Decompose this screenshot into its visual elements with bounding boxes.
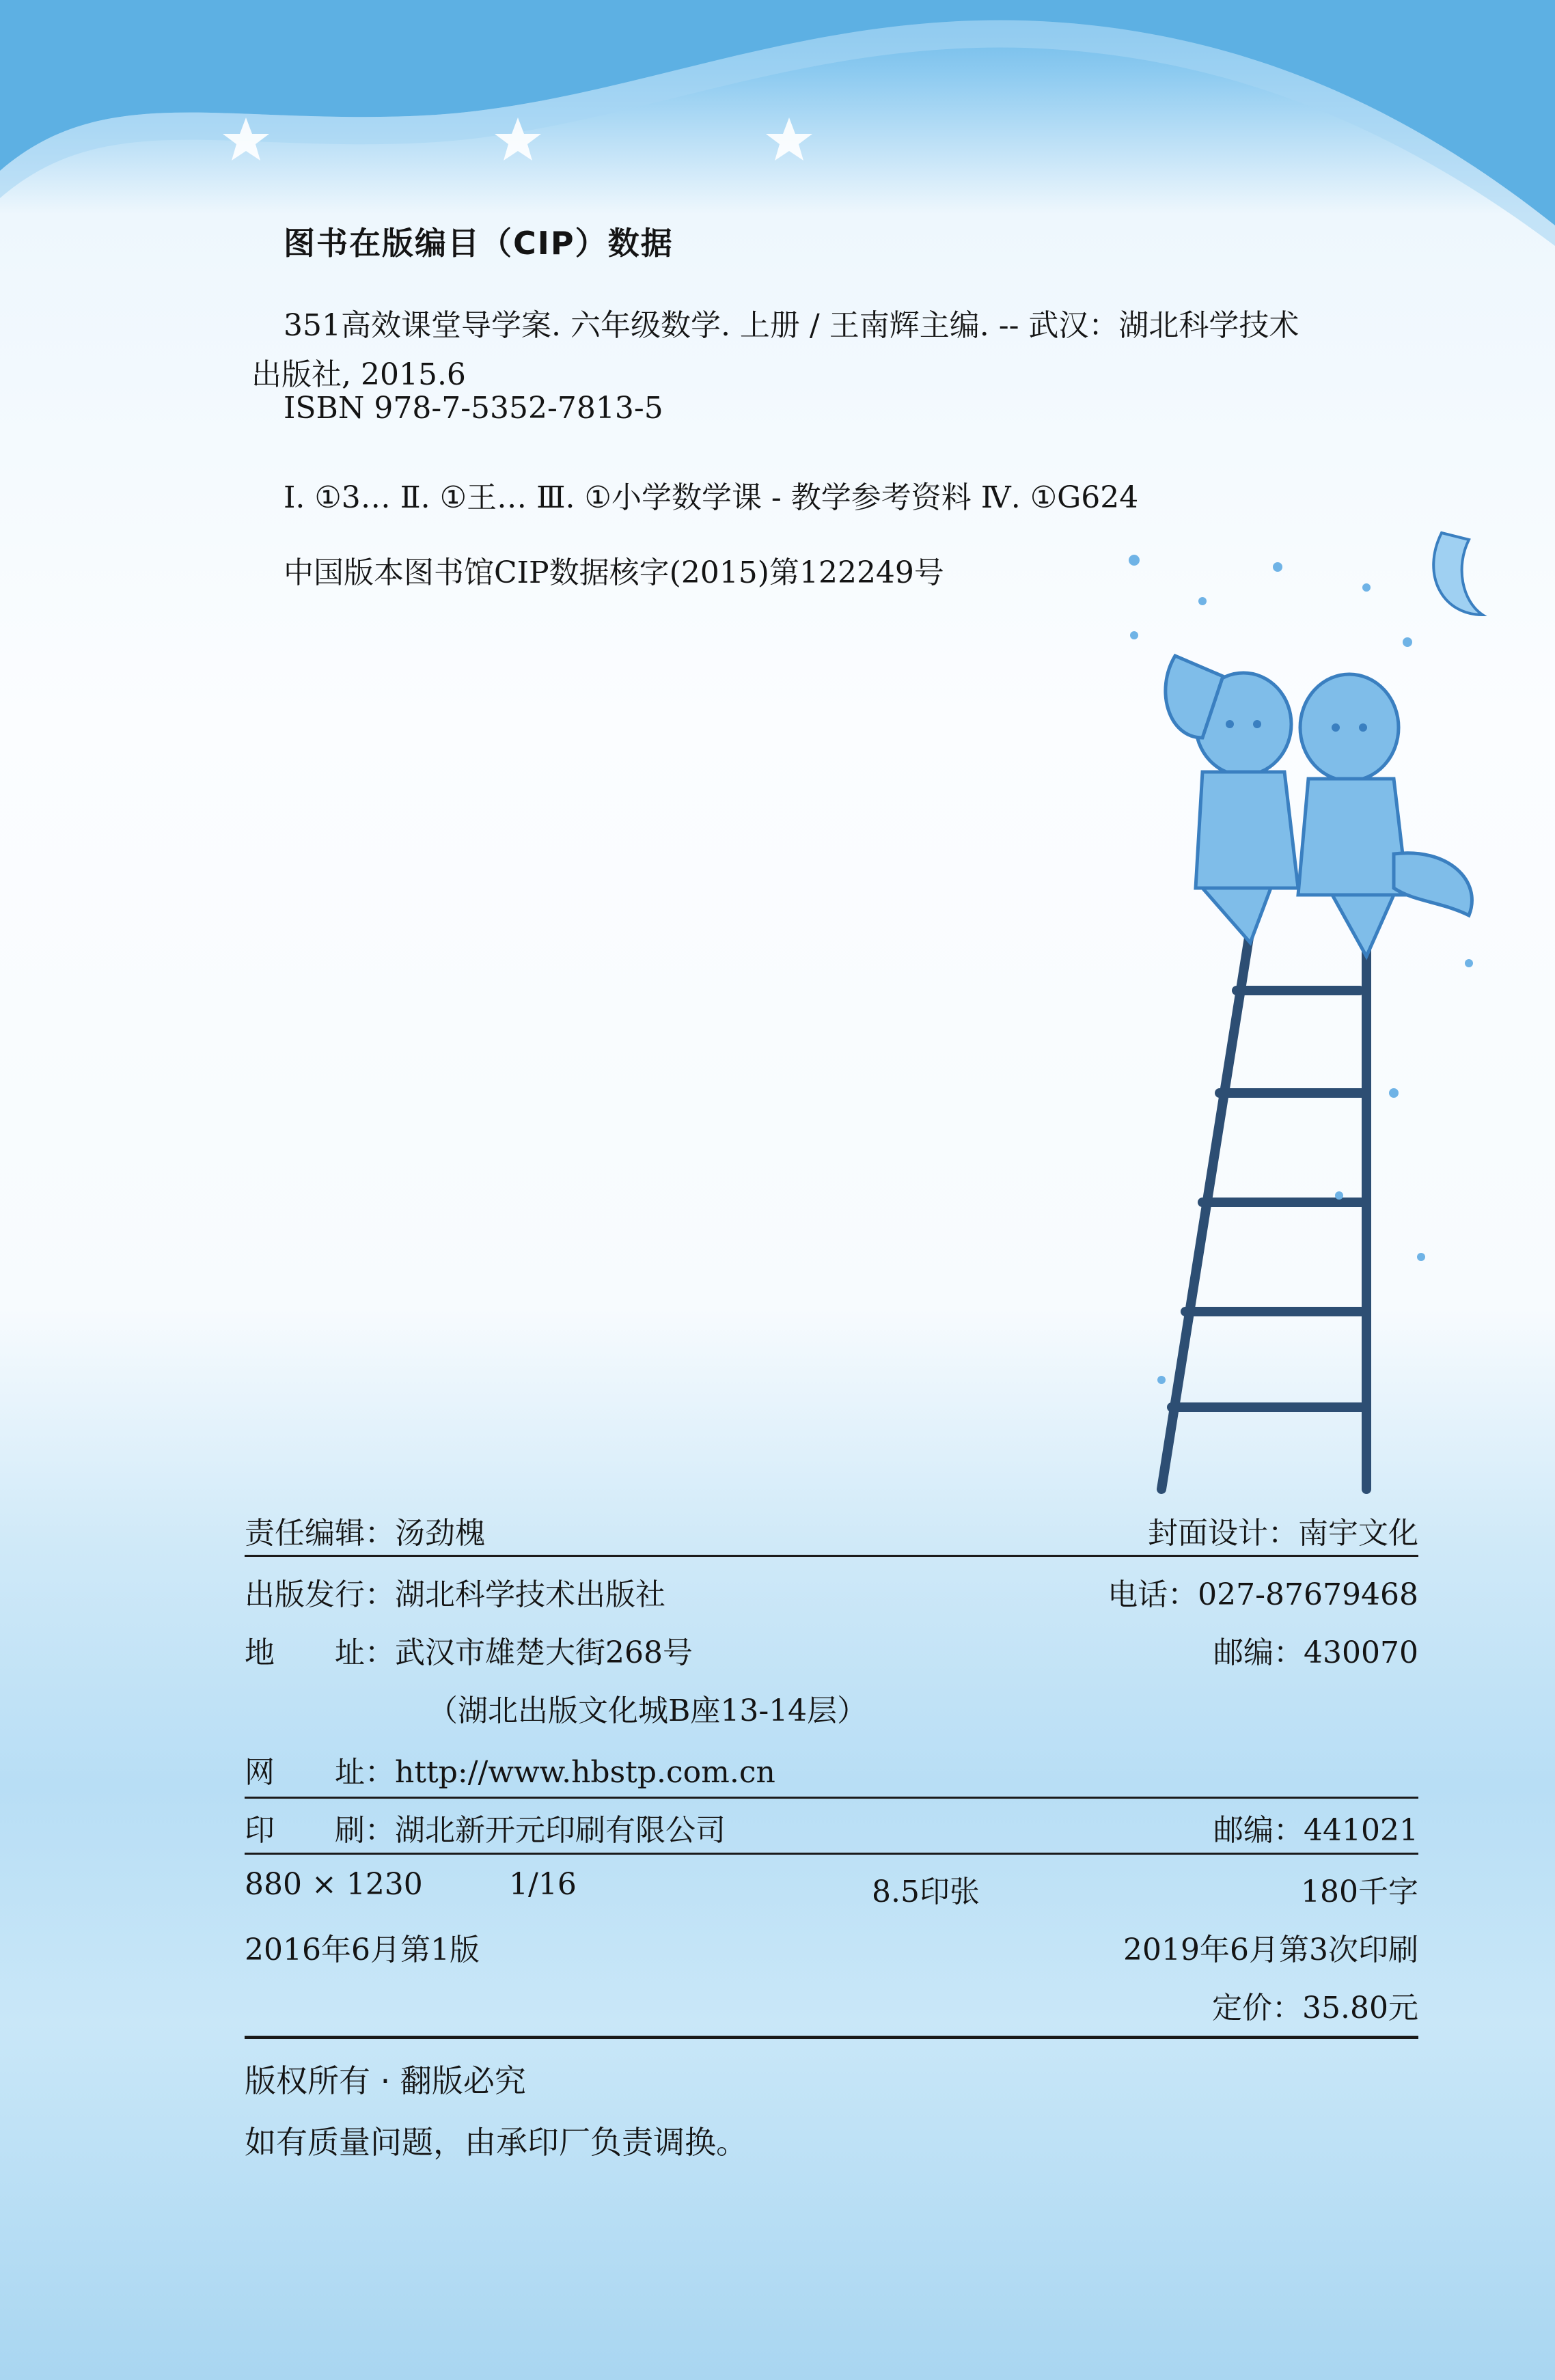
cip-classification: Ⅰ. ①3… Ⅱ. ①王… Ⅲ. ①小学数学课 - 教学参考资料 Ⅳ. ①G624 <box>284 480 1139 515</box>
responsible-editor: 责任编辑：汤劲槐 <box>245 1516 485 1551</box>
postcode-publisher: 邮编：430070 <box>1213 1635 1418 1670</box>
website[interactable]: 网 址：http://www.hbstp.com.cn <box>245 1755 775 1790</box>
divider <box>245 1797 1418 1799</box>
phone: 电话：027-87679468 <box>1107 1577 1418 1612</box>
cip-bibliographic-line: 351高效课堂导学案. 六年级数学. 上册 / 王南辉主编. -- 武汉：湖北科学技术 <box>284 308 1299 343</box>
quality-notice: 如有质量问题，由承印厂负责调换。 <box>245 2124 747 2161</box>
printing: 2019年6月第3次印刷 <box>1123 1933 1418 1967</box>
cip-title: 图书在版编目（CIP）数据 <box>284 225 674 262</box>
printer: 印 刷：湖北新开元印刷有限公司 <box>245 1813 726 1848</box>
divider <box>245 2036 1418 2039</box>
colophon-row-address-2 <box>245 1680 1418 1728</box>
format: 1/16 <box>509 1867 577 1902</box>
cip-isbn: ISBN 978-7-5352-7813-5 <box>284 391 663 426</box>
publisher: 出版发行：湖北科学技术出版社 <box>245 1577 665 1612</box>
cover-designer: 封面设计：南宇文化 <box>1148 1516 1418 1551</box>
header-wave <box>0 0 1555 301</box>
address: 地 址：武汉市雄楚大街268号 <box>245 1635 693 1670</box>
colophon-row-printer <box>245 1800 1418 1848</box>
paper-size: 880 × 1230 <box>245 1867 423 1902</box>
address-detail: （湖北出版文化城B座13-14层） <box>428 1693 868 1728</box>
colophon-row-price <box>245 1978 1418 2025</box>
postcode-printer: 邮编：441021 <box>1213 1813 1418 1848</box>
cip-record-number: 中国版本图书馆CIP数据核字(2015)第122249号 <box>284 555 944 590</box>
cip-publisher-line: 出版社, 2015.6 <box>251 357 466 392</box>
copyright-notice: 版权所有 · 翻版必究 <box>245 2062 526 2099</box>
edition: 2016年6月第1版 <box>245 1933 480 1967</box>
price: 定价：35.80元 <box>1212 1991 1418 2025</box>
divider <box>245 1853 1418 1855</box>
printed-sheets: 8.5印张 <box>872 1874 980 1909</box>
divider <box>245 1555 1418 1557</box>
colophon-row-address <box>245 1622 1418 1670</box>
colophon-row-edition <box>245 1920 1418 1967</box>
colophon-row-editor <box>245 1503 1418 1551</box>
word-count: 180千字 <box>1301 1874 1418 1909</box>
colophon-row-format <box>245 1862 1418 1909</box>
colophon-row-publisher <box>245 1564 1418 1612</box>
colophon-row-website <box>245 1742 1418 1790</box>
